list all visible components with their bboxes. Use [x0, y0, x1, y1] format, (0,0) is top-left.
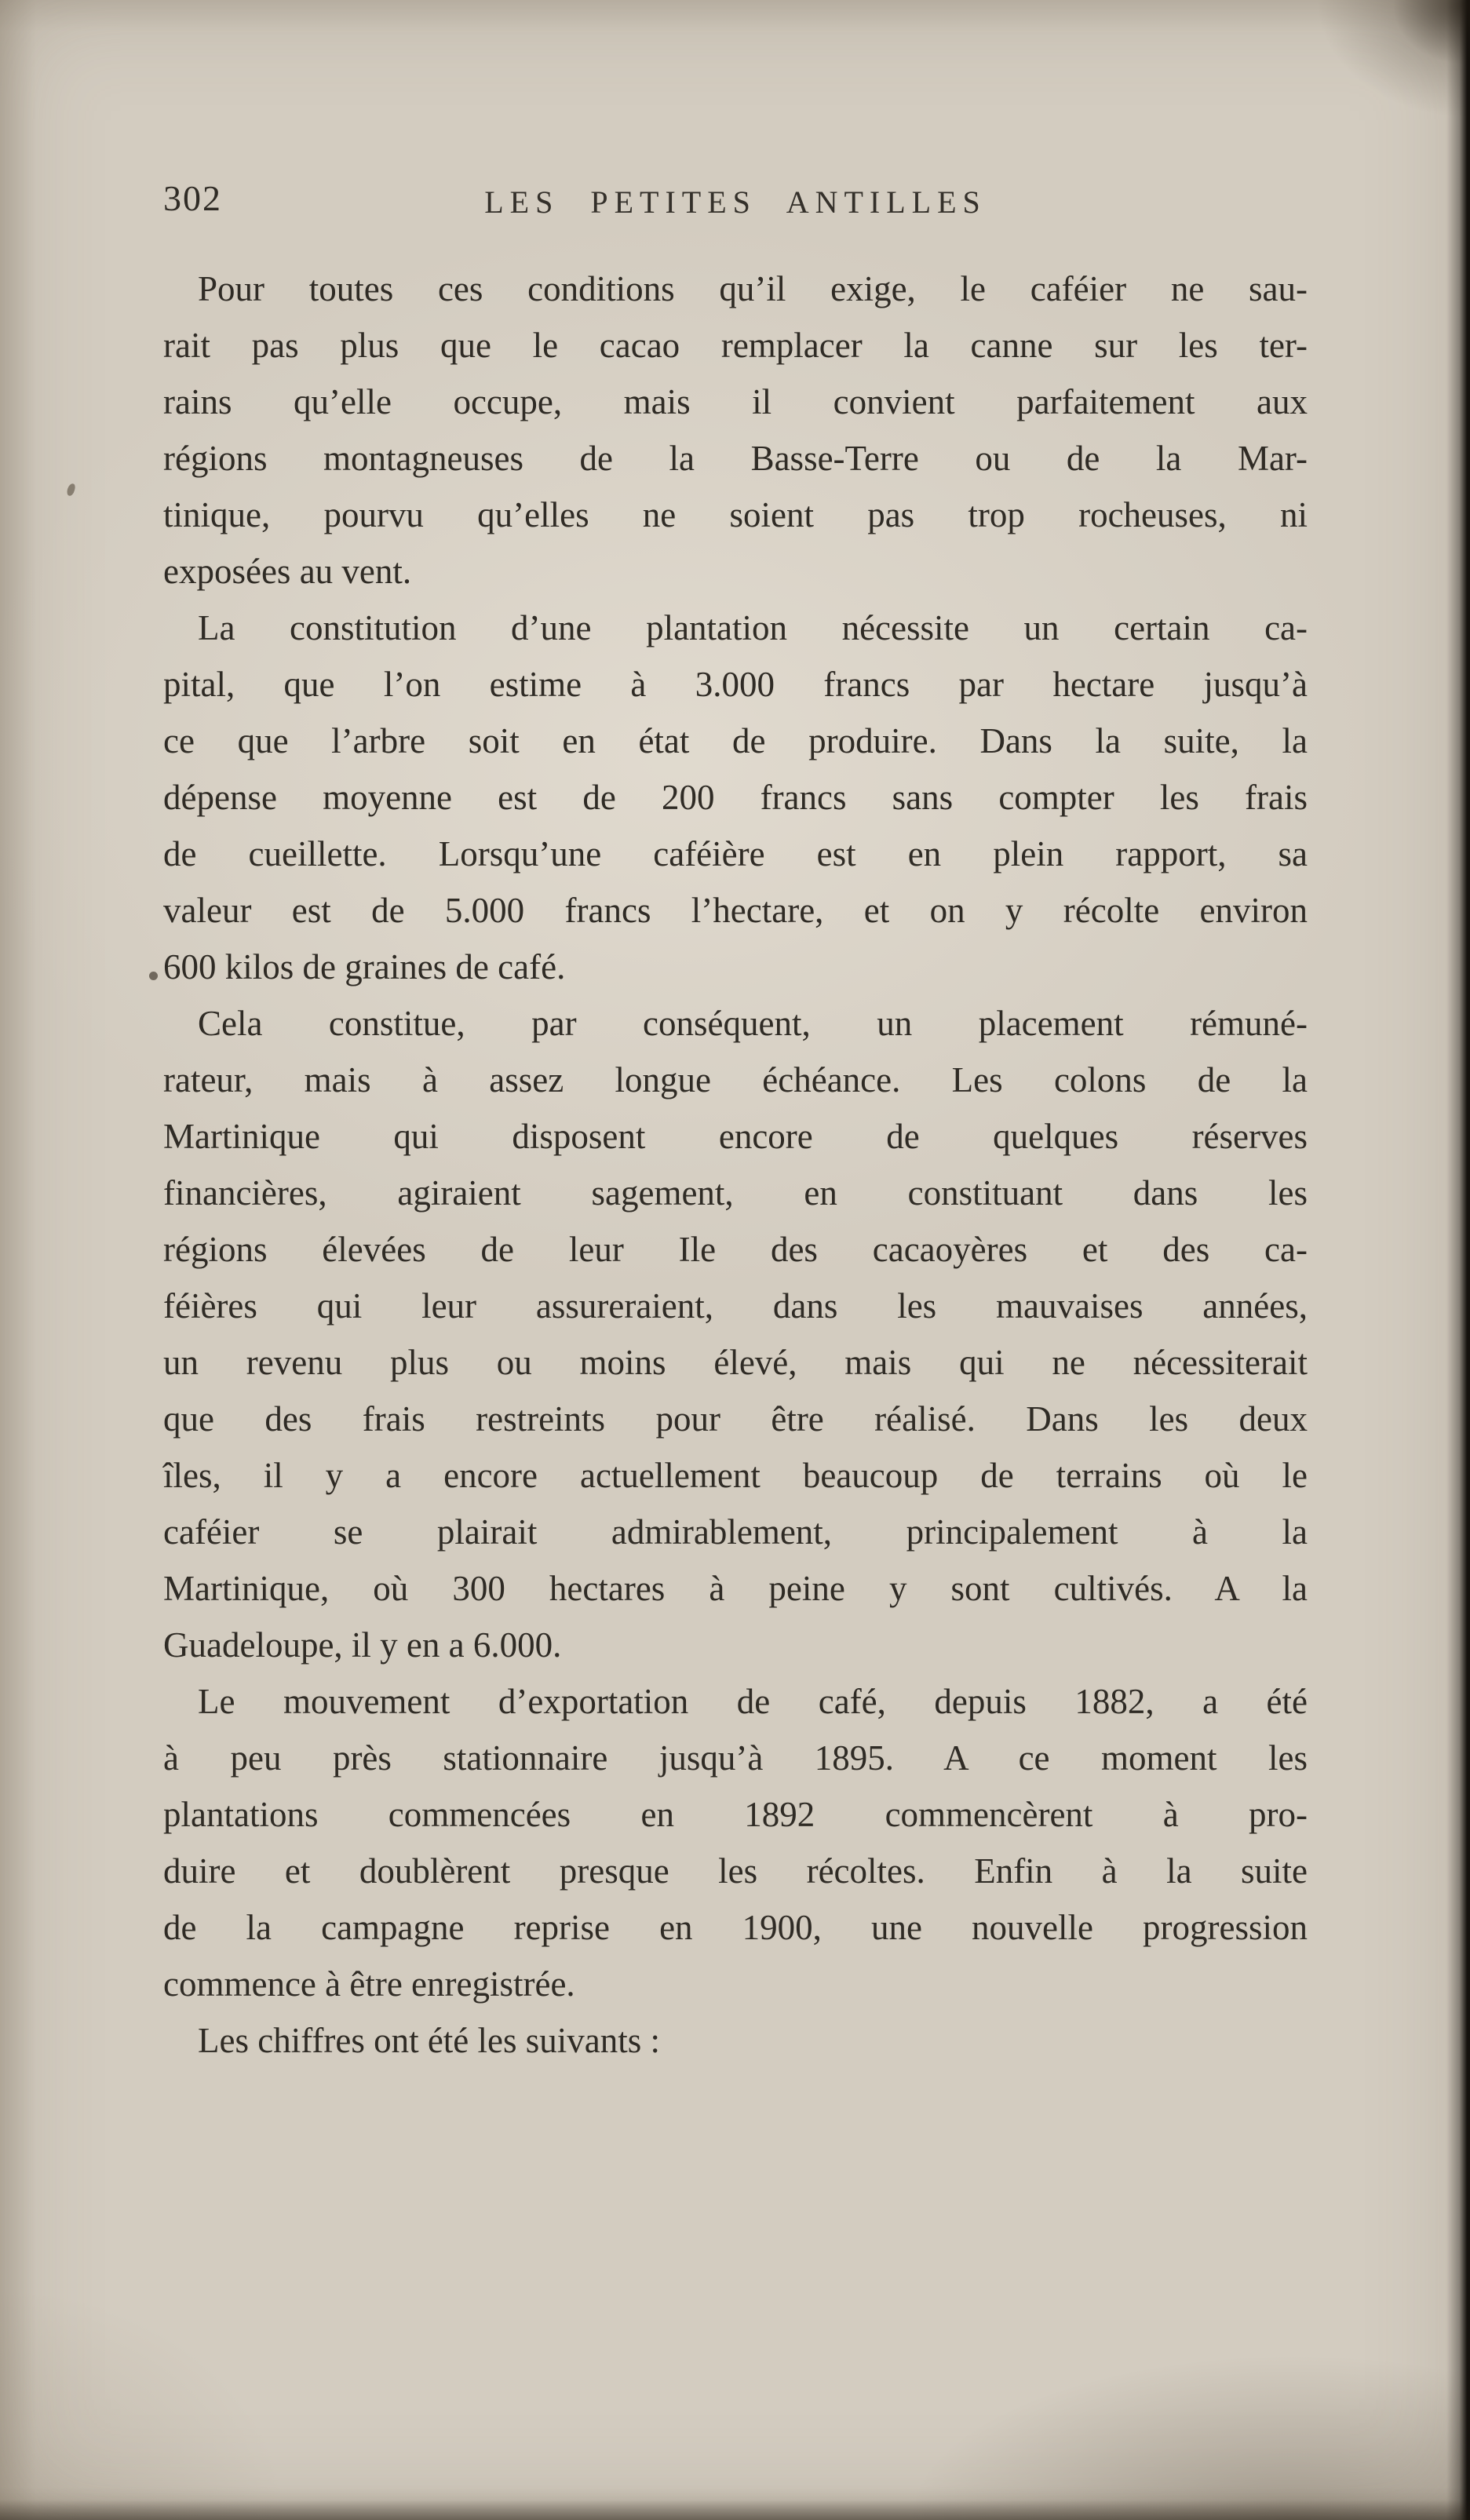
- body-text: [163, 261, 1308, 2069]
- text-line: que des frais restreints pour être réalisé. Dans les deux: [163, 1399, 1308, 1439]
- text-line: îles, il y a encore actuellement beaucoup de terrains où le: [163, 1456, 1308, 1495]
- text-line: duire et doublèrent presque les récoltes. Enfin à la suite: [163, 1851, 1308, 1891]
- paragraph: [163, 1673, 1308, 2012]
- text-line: commence à être enregistrée.: [163, 1964, 575, 2004]
- scan-edge-shadow: [1446, 0, 1470, 2520]
- text-line: 600 kilos de graines de café.: [163, 947, 566, 986]
- text-line: Guadeloupe, il y en a 6.000.: [163, 1625, 562, 1665]
- text-line: un revenu plus ou moins élevé, mais qui ne nécessiterait: [163, 1343, 1308, 1382]
- running-title: LES PETITES ANTILLES: [484, 184, 987, 220]
- paragraph: [163, 2012, 1308, 2069]
- text-line: ce que l’arbre soit en état de produire. Dans la suite, la: [163, 721, 1308, 760]
- text-line: rait pas plus que le cacao remplacer la canne sur les ter-: [163, 326, 1308, 365]
- scan-artifact: [149, 972, 158, 980]
- text-line: de la campagne reprise en 1900, une nouvelle progression: [163, 1908, 1308, 1947]
- paragraph: [163, 261, 1308, 600]
- text-line: Le mouvement d’exportation de café, depuis 1882, a été: [198, 1682, 1308, 1721]
- text-line: féières qui leur assureraient, dans les mauvaises années,: [163, 1286, 1308, 1326]
- paragraph: [163, 995, 1308, 1673]
- text-line: dépense moyenne est de 200 francs sans compter les frais: [163, 778, 1308, 817]
- text-line: plantations commencées en 1892 commencèrent à pro-: [163, 1795, 1308, 1834]
- text-line: de cueillette. Lorsqu’une caféière est en plein rapport, sa: [163, 834, 1308, 873]
- text-line: pital, que l’on estime à 3.000 francs par hectare jusqu’à: [163, 665, 1308, 704]
- page-number: 302: [163, 178, 222, 218]
- scan-bottom-shadow: [0, 2500, 1470, 2520]
- text-line: valeur est de 5.000 francs l’hectare, et on y récolte environ: [163, 891, 1308, 930]
- text-line: La constitution d’une plantation nécessite un certain ca-: [198, 608, 1308, 647]
- text-line: caféier se plairait admirablement, principalement à la: [163, 1512, 1308, 1552]
- paragraph: [163, 600, 1308, 995]
- text-line: rateur, mais à assez longue échéance. Les colons de la: [163, 1060, 1308, 1100]
- scan-corner-shadow: [1344, 0, 1470, 102]
- text-line: rains qu’elle occupe, mais il convient parfaitement aux: [163, 382, 1308, 421]
- text-line: Martinique, où 300 hectares à peine y sont cultivés. A la: [163, 1569, 1308, 1608]
- text-line: régions élevées de leur Ile des cacaoyères et des ca-: [163, 1230, 1308, 1269]
- text-line: Martinique qui disposent encore de quelques réserves: [163, 1117, 1308, 1156]
- text-line: financières, agiraient sagement, en constituant dans les: [163, 1173, 1308, 1213]
- text-line: Les chiffres ont été les suivants :: [198, 2021, 661, 2060]
- text-line: à peu près stationnaire jusqu’à 1895. A ce moment les: [163, 1738, 1308, 1778]
- text-line: Pour toutes ces conditions qu’il exige, le caféier ne sau-: [198, 269, 1308, 308]
- text-line: régions montagneuses de la Basse-Terre ou de la Mar-: [163, 439, 1308, 478]
- running-header: [163, 177, 1308, 224]
- text-line: tinique, pourvu qu’elles ne soient pas trop rocheuses, ni: [163, 495, 1308, 534]
- scan-artifact: [66, 483, 76, 497]
- text-line: exposées au vent.: [163, 552, 412, 591]
- text-line: Cela constitue, par conséquent, un placement rémuné-: [198, 1004, 1308, 1043]
